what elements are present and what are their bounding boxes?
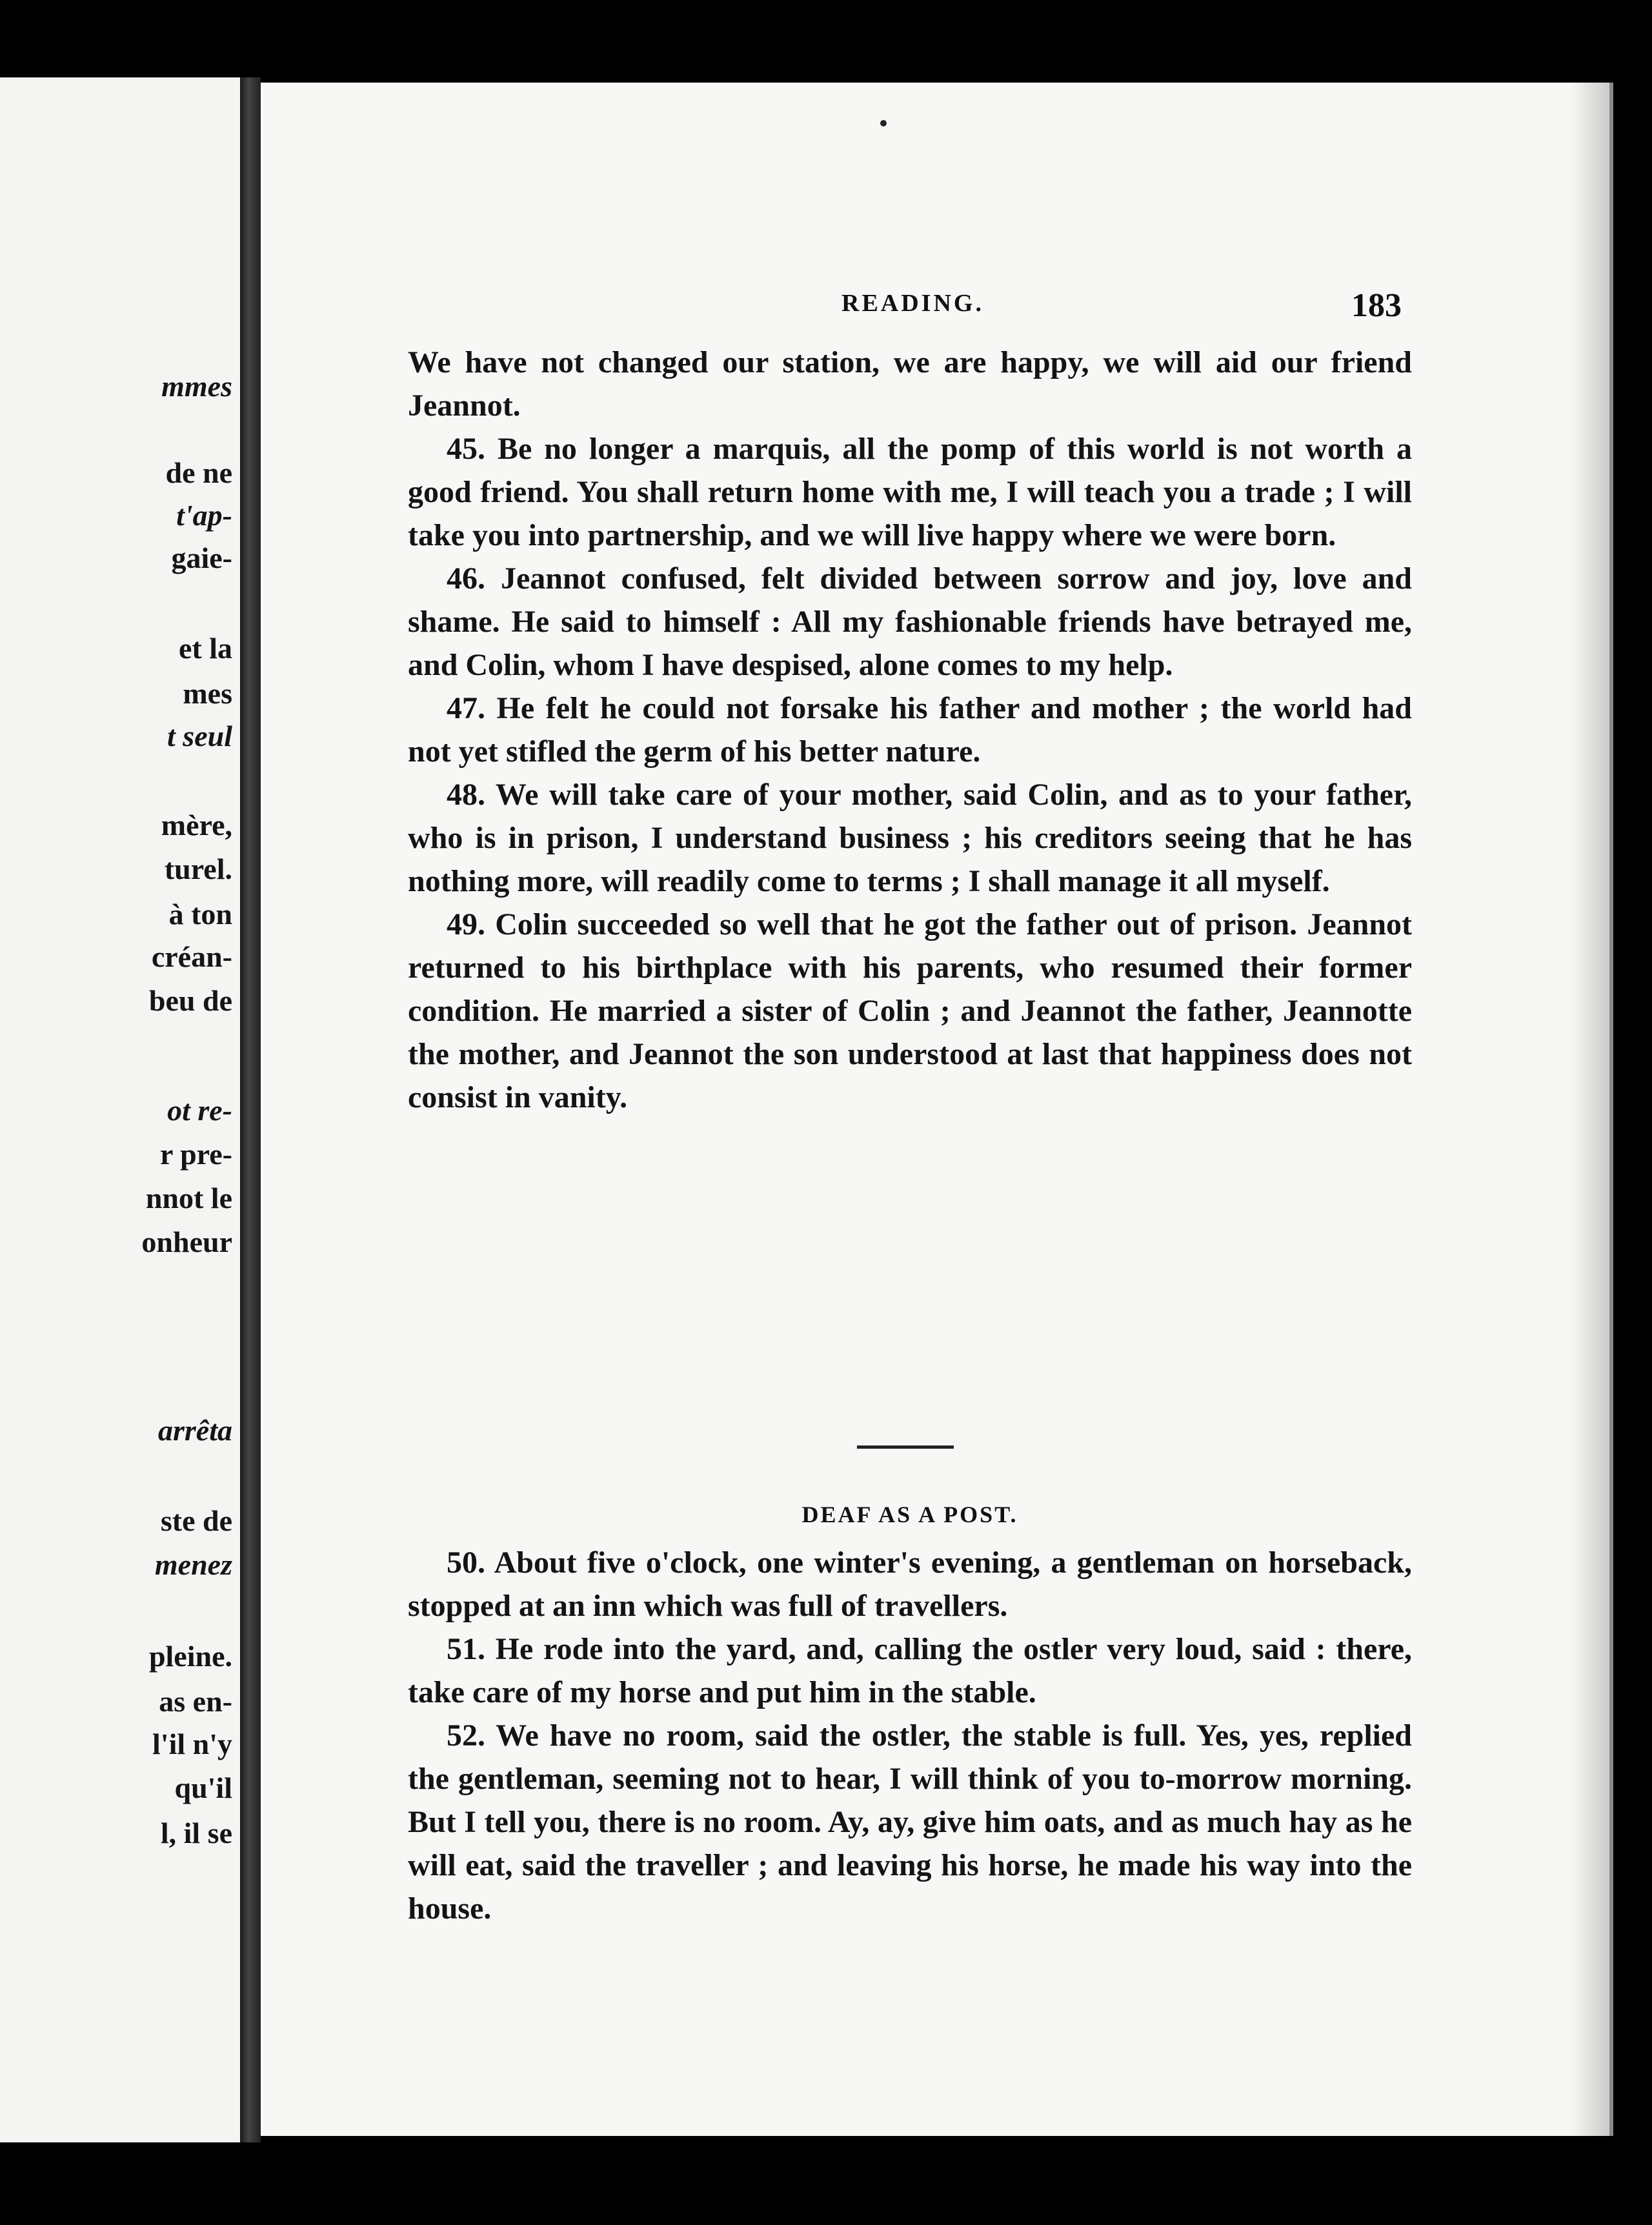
section-title: DEAF AS A POST. [801, 1502, 1018, 1527]
facing-page-line-fragment: nnot le [145, 1182, 232, 1214]
facing-page-line-fragment: arrêta [158, 1414, 232, 1447]
facing-page-line-fragment: l, il se [160, 1817, 232, 1849]
facing-page-line-fragment: ste de [160, 1504, 232, 1537]
page-header [261, 287, 1409, 338]
facing-page-line-fragment: pleine. [148, 1640, 232, 1673]
facing-page-line-fragment: ot re- [167, 1094, 232, 1127]
print-speck [880, 120, 887, 126]
facing-page-line-fragment: mes [183, 677, 232, 710]
facing-page-line-fragment: turel. [164, 852, 232, 885]
facing-page-line-fragment: t seul [167, 720, 232, 752]
facing-page-line-fragment: onheur [141, 1225, 232, 1258]
page-number: 183 [1351, 287, 1402, 324]
facing-page-line-fragment: t'ap- [176, 499, 232, 532]
facing-page-line-fragment: mère, [161, 809, 232, 841]
facing-page-line-fragment: gaie- [171, 541, 232, 574]
paragraph-52: 52. We have no room, said the ostler, the stable is full. Yes, yes, replied the gentleman, seeming not to hear, I will think of you to-morrow morning. But I tell you, there is no room. Ay, ay, give him oats, and as much hay as he will eat, said the traveller ; and leaving his horse, he made his way into the house. [408, 1718, 1412, 1926]
paragraph-46: 46. Jeannot confused, felt divided between sorrow and joy, love and shame. He said to himself : All my fashionable friends have betrayed me, and Colin, whom I have despised, alone comes to my help. [408, 561, 1412, 682]
body-text [408, 341, 1412, 1119]
paragraph-48: 48. We will take care of your mother, said Colin, and as to your father, who is in prison, I understand business ; his creditors seeing that he has nothing more, will readily come to terms ; I shall manage it all myself. [408, 778, 1412, 898]
facing-page-line-fragment: menez [154, 1548, 232, 1581]
paragraph-45: 45. Be no longer a marquis, all the pomp of this world is not worth a good friend. You shall return home with me, I will teach you a trade ; I will take you into partnership, and we will live happy where we were born. [408, 432, 1412, 552]
book-page [261, 83, 1613, 2136]
facing-page-line-fragment: de ne [165, 456, 232, 489]
page-edge-shadow [1571, 83, 1609, 2136]
facing-page-line-fragment: créan- [151, 940, 232, 973]
section-divider [857, 1445, 954, 1449]
paragraph-continuation: We have not changed our station, we are happy, we will aid our friend Jeannot. [408, 345, 1412, 423]
facing-page-line-fragment: et la [178, 632, 232, 665]
paragraph-47: 47. He felt he could not forsake his father and mother ; the world had not yet stifled the germ of his better nature. [408, 691, 1412, 769]
facing-page-line-fragment: beu de [148, 984, 232, 1017]
paragraph-50: 50. About five o'clock, one winter's evening, a gentleman on horseback, stopped at an inn which was full of travellers. [408, 1545, 1412, 1623]
facing-page-line-fragment: à ton [168, 898, 232, 931]
facing-page-line-fragment: qu'il [174, 1771, 232, 1804]
facing-page-line-fragment: l'il n'y [152, 1727, 232, 1760]
running-title: READING. [841, 290, 984, 317]
book-gutter [240, 77, 261, 2142]
paragraph-51: 51. He rode into the yard, and, calling the ostler very loud, said : there, take care of my horse and put him in the stable. [408, 1632, 1412, 1709]
section-body-text [408, 1541, 1412, 1930]
facing-page-line-fragment: r pre- [160, 1138, 232, 1171]
facing-page-line-fragment: as en- [159, 1685, 232, 1718]
facing-page-fragment [0, 77, 240, 2142]
paragraph-49: 49. Colin succeeded so well that he got the father out of prison. Jeannot returned to his birthplace with his parents, who resumed their former condition. He married a sister of Colin ; and Jeannot the father, Jeannotte the mother, and Jeannot the son understood at last that happiness does not consist in vanity. [408, 907, 1412, 1114]
facing-page-line-fragment: mmes [161, 370, 232, 403]
